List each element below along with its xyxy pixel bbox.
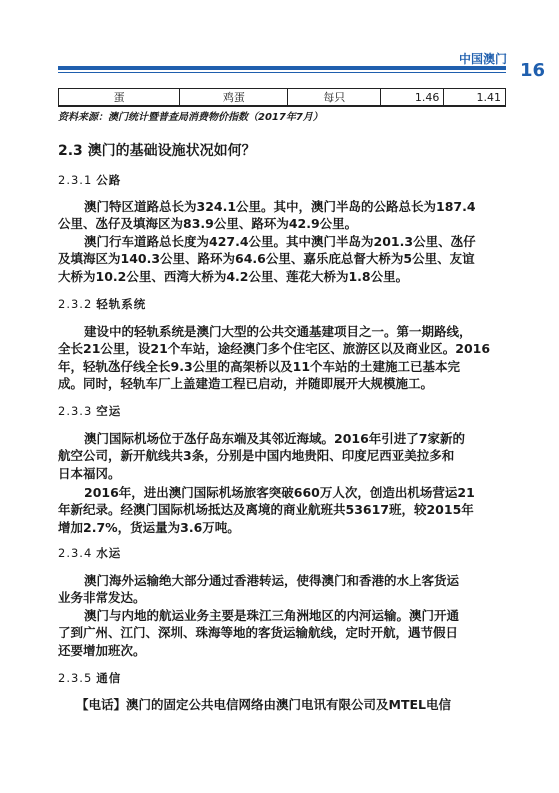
paragraph xyxy=(58,430,506,482)
subsection-title: 空运 xyxy=(96,404,122,418)
paragraph xyxy=(76,696,506,713)
text-line: 及填海区为140.3公里、路环为64.6公里、嘉乐庇总督大桥为5公里、友谊 xyxy=(58,251,475,267)
subsection-number: 2.3.3 xyxy=(58,404,93,418)
text-line: 澳门海外运输绝大部分通过香港转运，使得澳门和香港的水上客货运 xyxy=(84,573,460,588)
text-line: 全长21公里，设21个车站，途经澳门多个住宅区、旅游区以及商业区。2016 xyxy=(58,341,491,357)
paragraph xyxy=(58,233,506,285)
paragraph xyxy=(58,607,506,659)
price-table xyxy=(58,88,506,107)
text-line: 大桥为10.2公里、西湾大桥为4.2公里、莲花大桥为1.8公里。 xyxy=(58,268,409,284)
subsection-number: 2.3.4 xyxy=(58,546,93,560)
table-cell: 蛋 xyxy=(59,89,180,107)
subsection-title: 水运 xyxy=(96,546,122,560)
paragraph xyxy=(58,323,506,393)
subsection-heading xyxy=(58,670,121,686)
text-line: 2016年，进出澳门国际机场旅客突破660万人次，创造出机场营运21 xyxy=(84,485,475,500)
section-title: 澳门的基础设施状况如何？ xyxy=(87,143,256,159)
text-line: 成。同时，轻轨车厂上盖建造工程已启动，并随即展开大规模施工。 xyxy=(58,376,434,392)
text-line: 业务非常发达。 xyxy=(58,590,146,606)
text-line: 公里、氹仔及填海区为83.9公里、路环为42.9公里。 xyxy=(58,216,358,232)
paragraph xyxy=(58,484,506,536)
header-rule xyxy=(58,66,506,70)
section-heading xyxy=(58,140,256,160)
table-cell: 每只 xyxy=(288,89,381,107)
subsection-number: 2.3.1 xyxy=(58,173,93,187)
source-note: 资料来源：澳门统计暨普查局消费物价指数（2017年7月） xyxy=(58,112,323,123)
subsection-heading xyxy=(58,296,146,312)
subsection-title: 轻轨系统 xyxy=(96,297,147,311)
subsection-title: 通信 xyxy=(96,671,122,685)
subsection-number: 2.3.5 xyxy=(58,671,93,685)
text-line: 【电话】澳门的固定公共电信网络由澳门电讯有限公司及MTEL电信 xyxy=(76,697,451,712)
subsection-heading xyxy=(58,403,121,419)
text-line: 航空公司，新开航线共3条，分别是中国内地贵阳、印度尼西亚美拉多和 xyxy=(58,448,455,464)
text-line: 年新纪录。经澳门国际机场抵达及离境的商业航班共53617班，较2015年 xyxy=(58,502,474,518)
subsection-heading xyxy=(58,545,121,561)
table-cell: 鸡蛋 xyxy=(180,89,288,107)
subsection-heading xyxy=(58,172,121,188)
text-line: 澳门特区道路总长为324.1公里。其中，澳门半岛的公路总长为187.4 xyxy=(84,199,476,214)
text-line: 了到广州、江门、深圳、珠海等地的客货运输航线，定时开航，遇节假日 xyxy=(58,625,459,641)
subsection-title: 公路 xyxy=(96,173,122,187)
page-number: 16 xyxy=(519,60,545,81)
paragraph xyxy=(58,572,506,607)
text-line: 澳门国际机场位于氹仔岛东端及其邻近海域。2016年引进了7家新的 xyxy=(84,431,465,446)
text-line: 还要增加班次。 xyxy=(58,642,146,658)
section-number: 2.3 xyxy=(58,143,83,159)
table-row xyxy=(59,89,506,107)
header-rule-thin xyxy=(58,72,506,73)
text-line: 澳门与内地的航运业务主要是珠江三角洲地区的内河运输。澳门开通 xyxy=(84,608,460,623)
text-line: 建设中的轻轨系统是澳门大型的公共交通基建项目之一。第一期路线， xyxy=(84,324,472,339)
text-line: 增加2.7%，货运量为3.6万吨。 xyxy=(58,519,240,535)
header-label: 中国澳门 xyxy=(458,52,507,66)
text-line: 日本福冈。 xyxy=(58,465,121,481)
text-line: 澳门行车道路总长度为427.4公里。其中澳门半岛为201.3公里、氹仔 xyxy=(84,234,476,249)
subsection-number: 2.3.2 xyxy=(58,297,93,311)
paragraph xyxy=(58,198,506,233)
table-cell: 1.46 xyxy=(381,89,444,107)
text-line: 年，轻轨氹仔线全长9.3公里的高架桥以及11个车站的土建施工已基本完 xyxy=(58,358,461,374)
table-cell: 1.41 xyxy=(444,89,506,107)
